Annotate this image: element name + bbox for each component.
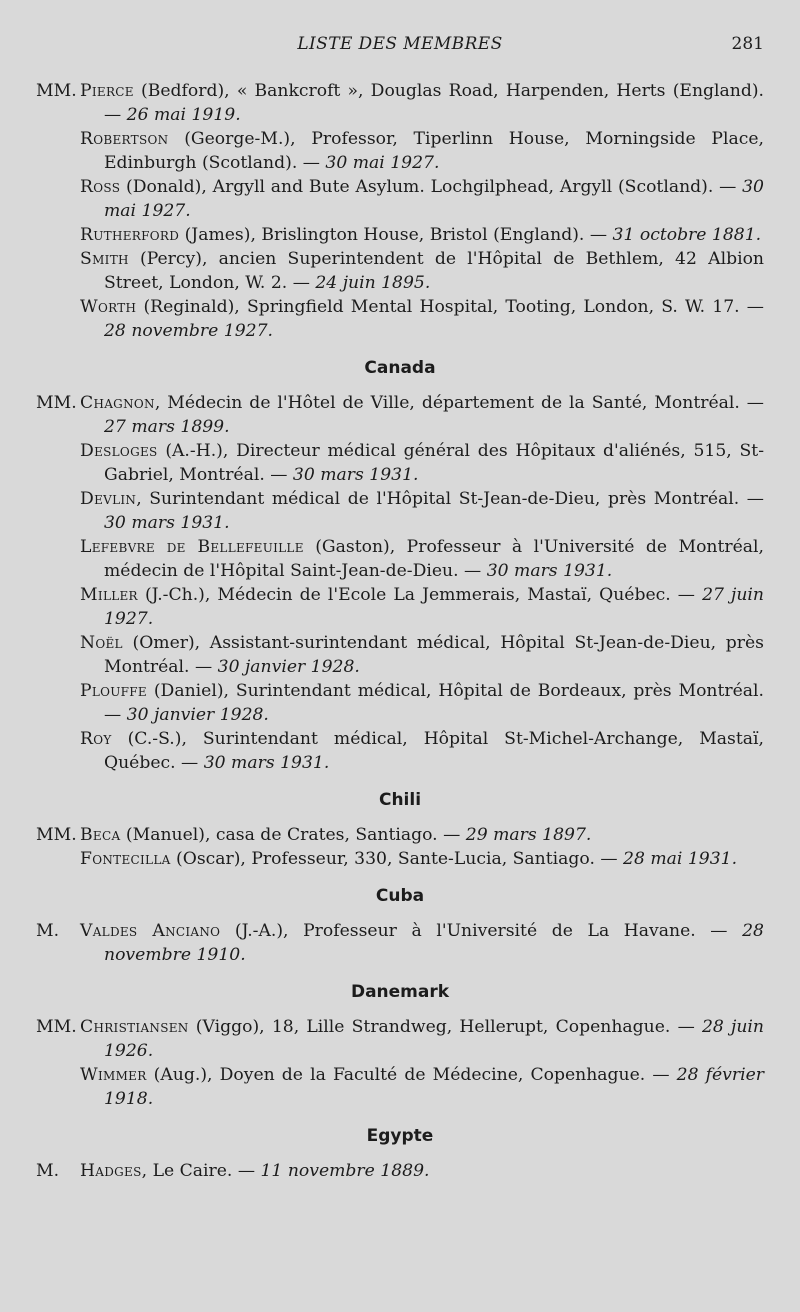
member-entry — [36, 79, 764, 127]
section-heading: Chili — [378, 790, 422, 810]
member-entry — [36, 487, 764, 535]
member-entry — [36, 175, 764, 223]
honorific-prefix: MM. — [36, 393, 77, 413]
member-details: (Gaston), Professeur à l'Université de Montréal, médecin de l'Hôpital Saint-Jean-de-Dieu. — — [104, 537, 764, 581]
admission-date: 28 novembre 1910. — [104, 921, 764, 965]
member-details: (A.-H.), Directeur médical général des Hôpitaux d'aliénés, 515, St-Gabriel, Montréal. — — [104, 441, 764, 485]
member-details: , Le Caire. — — [141, 1161, 261, 1181]
member-details: (Donald), Argyll and Bute Asylum. Lochgilphead, Argyll (Scotland). — — [120, 177, 743, 197]
country-section — [36, 1123, 764, 1183]
member-name: Christiansen — [80, 1017, 189, 1037]
member-entry — [36, 679, 764, 727]
member-entry — [36, 727, 764, 775]
honorific-prefix: MM. — [36, 81, 77, 101]
admission-date: 24 juin 1895. — [315, 273, 431, 293]
member-name: Hadges — [80, 1161, 142, 1181]
member-name: Chagnon — [80, 393, 155, 413]
member-name: Smith — [80, 249, 129, 269]
admission-date: 27 mars 1899. — [104, 417, 230, 437]
member-details: (Viggo), 18, Lille Strandweg, Hellerupt, Copenhague. — — [188, 1017, 702, 1037]
member-entry — [36, 1159, 764, 1183]
country-section — [36, 979, 764, 1111]
member-name: Miller — [80, 585, 138, 605]
member-details: (Omer), Assistant-surintendant médical, Hôpital St-Jean-de-Dieu, près Montréal. — — [104, 633, 764, 677]
admission-date: 28 février 1918. — [104, 1065, 764, 1109]
member-entry — [36, 823, 764, 847]
member-entry — [36, 127, 764, 175]
member-name: Noël — [80, 633, 123, 653]
member-details: (James), Brislington House, Bristol (England). — — [179, 225, 613, 245]
admission-date: 30 mars 1931. — [104, 513, 230, 533]
country-section — [36, 787, 764, 871]
honorific-prefix: MM. — [36, 825, 77, 845]
member-details: (J.-A.), Professeur à l'Université de La Havane. — — [220, 921, 743, 941]
member-entry — [36, 919, 764, 967]
honorific-prefix: MM. — [36, 1017, 77, 1037]
member-entry — [36, 1063, 764, 1111]
honorific-prefix: M. — [36, 921, 60, 941]
member-name: Desloges — [80, 441, 158, 461]
admission-date: 28 mai 1931. — [623, 849, 738, 869]
admission-date: 30 mai 1927. — [325, 153, 440, 173]
member-details: , Médecin de l'Hôtel de Ville, département de la Santé, Montréal. — — [154, 393, 764, 413]
member-name: Lefebvre de Bellefeuille — [80, 537, 304, 557]
country-section — [36, 355, 764, 775]
member-details: (Bedford), « Bankcroft », Douglas Road, Harpenden, Herts (England). — — [104, 81, 764, 125]
country-section — [36, 883, 764, 967]
admission-date: 11 novembre 1889. — [260, 1161, 430, 1181]
member-details: (J.-Ch.), Médecin de l'Ecole La Jemmerais, Mastaï, Québec. — — [137, 585, 703, 605]
member-details: (Percy), ancien Superintendent de l'Hôpital de Bethlem, 42 Albion Street, London, W. 2. — — [104, 249, 764, 293]
member-entry — [36, 295, 764, 343]
member-details: (George-M.), Professor, Tiperlinn House, Morningside Place, Edinburgh (Scotland). — — [104, 129, 764, 173]
member-entry — [36, 583, 764, 631]
member-name: Devlin — [80, 489, 137, 509]
member-name: Pierce — [80, 81, 134, 101]
member-details: (Daniel), Surintendant médical, Hôpital de Bordeaux, près Montréal. — — [104, 681, 764, 725]
member-entry — [36, 439, 764, 487]
member-name: Beca — [80, 825, 121, 845]
member-entry — [36, 535, 764, 583]
admission-date: 30 mai 1927. — [104, 177, 764, 221]
page-number: 281 — [731, 34, 764, 54]
admission-date: 27 juin 1927. — [104, 585, 764, 629]
admission-date: 29 mars 1897. — [465, 825, 592, 845]
admission-date: 30 janvier 1928. — [126, 705, 269, 725]
member-name: Plouffe — [80, 681, 147, 701]
member-entry — [36, 247, 764, 295]
section-heading: Canada — [364, 358, 436, 378]
honorific-prefix: M. — [36, 1161, 60, 1181]
section-heading: Cuba — [375, 886, 425, 906]
section-heading: Egypte — [366, 1126, 434, 1146]
member-name: Roy — [80, 729, 112, 749]
page-header — [0, 32, 800, 56]
member-details: (Oscar), Professeur, 330, Sante-Lucia, Santiago. — — [170, 849, 624, 869]
section-heading: Danemark — [350, 982, 450, 1002]
member-details: , Surintendant médical de l'Hôpital St-Jean-de-Dieu, près Montréal. — — [136, 489, 764, 509]
member-name: Valdes Anciano — [80, 921, 221, 941]
admission-date: 28 juin 1926. — [104, 1017, 764, 1061]
member-list — [36, 79, 764, 1189]
admission-date: 30 mars 1931. — [292, 465, 419, 485]
member-entry — [36, 631, 764, 679]
member-entry — [36, 391, 764, 439]
member-details: (Aug.), Doyen de la Faculté de Médecine, Copenhague. — — [146, 1065, 677, 1085]
member-entry — [36, 223, 764, 247]
admission-date: 30 janvier 1928. — [217, 657, 360, 677]
member-entry — [36, 847, 764, 871]
admission-date: 30 mars 1931. — [203, 753, 330, 773]
member-name: Wimmer — [80, 1065, 147, 1085]
admission-date: 30 mars 1931. — [486, 561, 613, 581]
member-entry — [36, 1015, 764, 1063]
member-name: Robertson — [80, 129, 169, 149]
member-details: (Reginald), Springfield Mental Hospital, Tooting, London, S. W. 17. — — [136, 297, 764, 317]
member-name: Ross — [80, 177, 121, 197]
member-details: (C.-S.), Surintendant médical, Hôpital St-Michel-Archange, Mastaï, Québec. — — [104, 729, 764, 773]
admission-date: 26 mai 1919. — [126, 105, 241, 125]
country-section — [36, 79, 764, 343]
member-name: Rutherford — [80, 225, 180, 245]
admission-date: 31 octobre 1881. — [612, 225, 762, 245]
member-name: Worth — [80, 297, 137, 317]
member-name: Fontecilla — [80, 849, 171, 869]
running-title: LISTE DES MEMBRES — [297, 34, 503, 54]
admission-date: 28 novembre 1927. — [104, 321, 273, 341]
member-details: (Manuel), casa de Crates, Santiago. — — [120, 825, 466, 845]
